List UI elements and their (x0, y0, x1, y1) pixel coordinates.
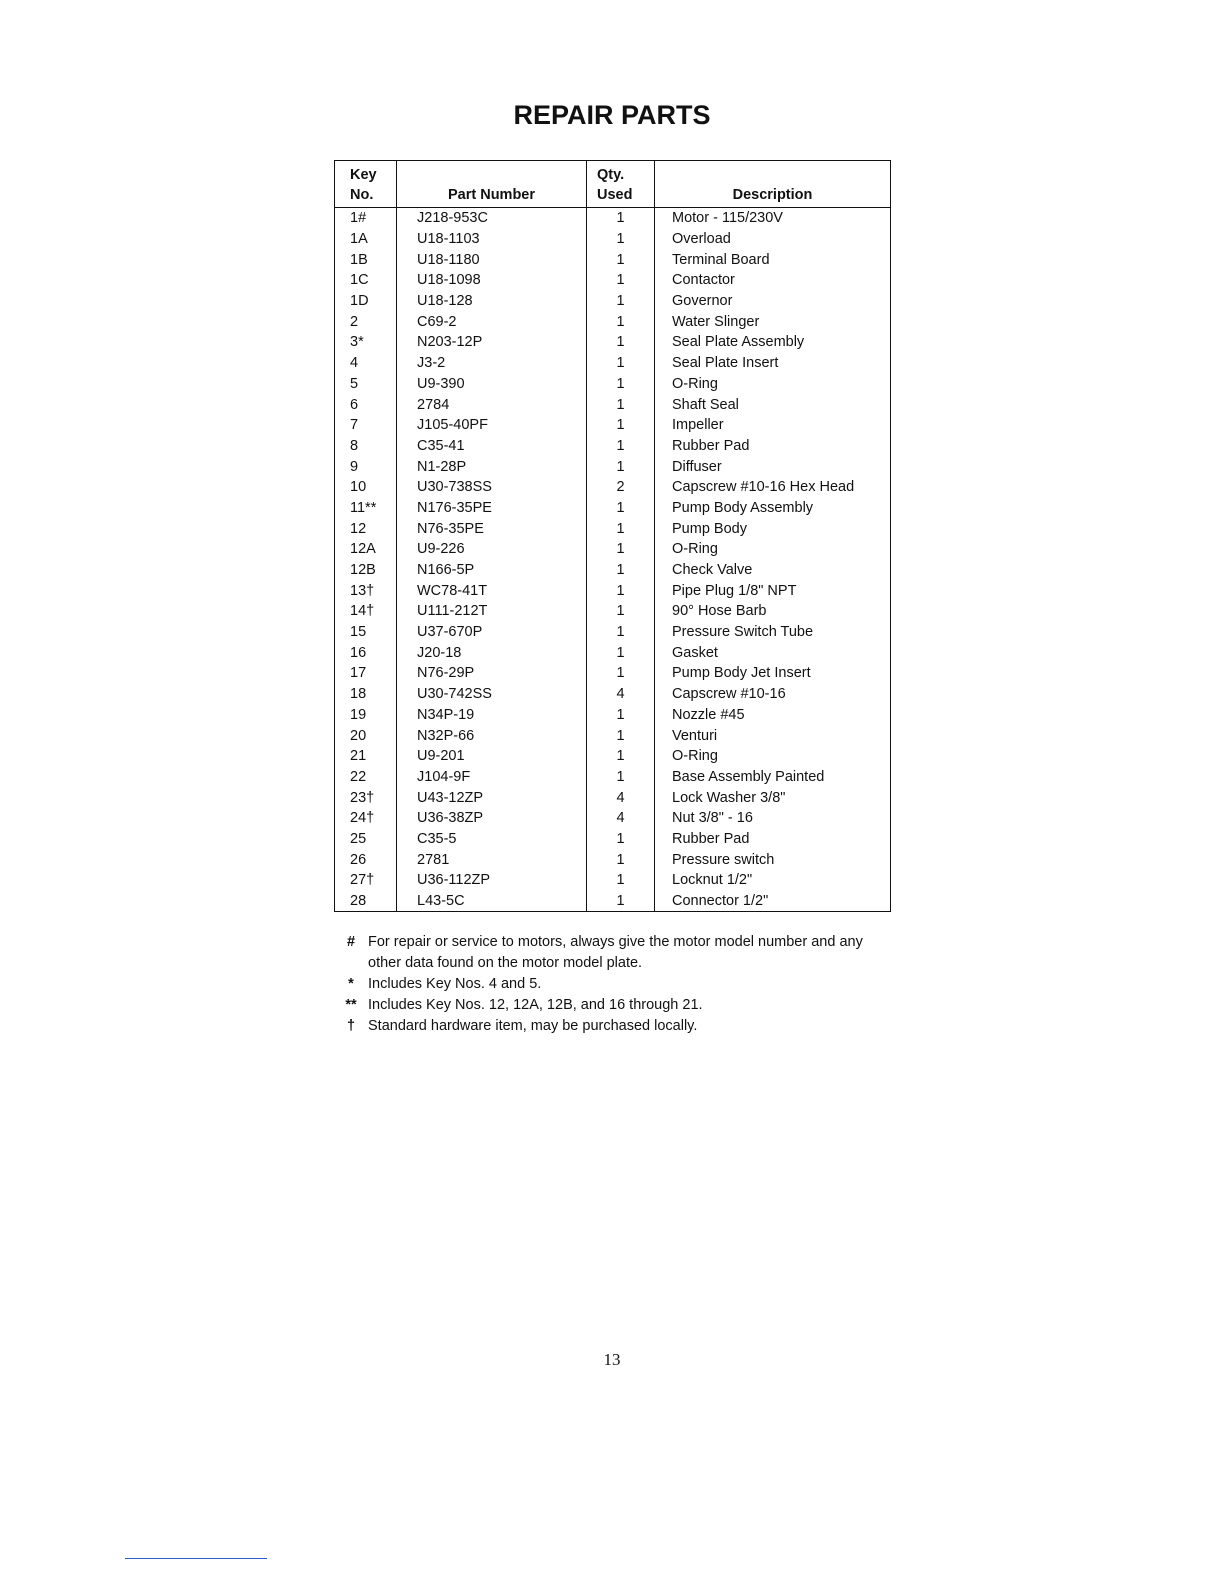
footnote-text: Standard hardware item, may be purchased locally. (368, 1018, 698, 1034)
key-no-cell: 21 (350, 748, 367, 765)
footnote (334, 974, 894, 995)
table-row (335, 208, 891, 229)
table-row (335, 374, 891, 395)
qty-used-cell: 1 (587, 229, 655, 250)
key-no-cell: 15 (350, 624, 367, 641)
qty-used-cell: 1 (587, 767, 655, 788)
footnote (334, 1016, 894, 1037)
qty-used-cell: 1 (587, 829, 655, 850)
footnote (334, 995, 894, 1016)
qty-used-cell: 1 (587, 270, 655, 291)
part-number-cell: U36-38ZP (397, 808, 587, 829)
table-row (335, 518, 891, 539)
key-no-cell: 8 (350, 437, 359, 454)
key-no-cell: 2 (350, 313, 359, 330)
qty-used-cell: 2 (587, 477, 655, 498)
qty-used-cell: 1 (587, 663, 655, 684)
description-cell: Gasket (655, 642, 891, 663)
table-row (335, 415, 891, 436)
header-part-number: Part Number (397, 161, 587, 208)
part-number-cell: WC78-41T (397, 580, 587, 601)
key-no-cell: 14† (350, 603, 375, 620)
page-number: 13 (603, 1350, 621, 1369)
description-cell: Terminal Board (655, 249, 891, 270)
qty-used-cell: 1 (587, 705, 655, 726)
header-qty-line1: Qty. (597, 167, 625, 183)
key-no-cell: 4 (350, 355, 359, 372)
table-row (335, 560, 891, 581)
part-number-cell: N34P-19 (397, 705, 587, 726)
key-no-cell: 19 (350, 706, 367, 723)
qty-used-cell: 4 (587, 787, 655, 808)
table-row (335, 622, 891, 643)
qty-used-cell: 1 (587, 415, 655, 436)
description-cell: Nut 3/8" - 16 (655, 808, 891, 829)
qty-used-cell: 1 (587, 332, 655, 353)
table-row (335, 891, 891, 912)
description-cell: Contactor (655, 270, 891, 291)
key-no-cell: 1B (350, 251, 368, 268)
key-no-cell: 12A (350, 541, 376, 558)
key-no-cell: 5 (350, 375, 359, 392)
key-no-cell: 12 (350, 520, 367, 537)
part-number-cell: U18-128 (397, 291, 587, 312)
part-number-cell: N1-28P (397, 456, 587, 477)
description-cell: Lock Washer 3/8" (655, 787, 891, 808)
table-row (335, 705, 891, 726)
description-cell: O-Ring (655, 746, 891, 767)
table-row (335, 642, 891, 663)
footnote-text: For repair or service to motors, always give the motor model number and any other data found on the motor model plate. (368, 934, 863, 971)
key-no-cell: 1# (350, 210, 367, 227)
description-cell: Pump Body Assembly (655, 498, 891, 519)
table-row (335, 580, 891, 601)
part-number-cell: U30-742SS (397, 684, 587, 705)
table-row (335, 684, 891, 705)
part-number-cell: U30-738SS (397, 477, 587, 498)
description-cell: Shaft Seal (655, 394, 891, 415)
footnote-mark: # (346, 934, 356, 950)
description-cell: Overload (655, 229, 891, 250)
table-row (335, 787, 891, 808)
header-key-no (335, 161, 397, 208)
part-number-cell: J105-40PF (397, 415, 587, 436)
key-no-cell: 1C (350, 272, 369, 289)
table-row (335, 291, 891, 312)
table-row (335, 498, 891, 519)
qty-used-cell: 1 (587, 539, 655, 560)
key-no-cell: 17 (350, 665, 367, 682)
part-number-cell: U18-1180 (397, 249, 587, 270)
qty-used-cell: 1 (587, 353, 655, 374)
key-no-cell: 12B (350, 562, 376, 579)
qty-used-cell: 1 (587, 436, 655, 457)
footnote-mark: * (348, 976, 354, 992)
table-row (335, 725, 891, 746)
qty-used-cell: 1 (587, 498, 655, 519)
description-cell: Seal Plate Insert (655, 353, 891, 374)
qty-used-cell: 1 (587, 849, 655, 870)
table-row (335, 353, 891, 374)
qty-used-cell: 1 (587, 208, 655, 229)
header-qty-line2: Used (597, 187, 633, 203)
description-cell: Capscrew #10-16 (655, 684, 891, 705)
qty-used-cell: 1 (587, 870, 655, 891)
part-number-cell: U36-112ZP (397, 870, 587, 891)
key-no-cell: 25 (350, 830, 367, 847)
table-header-row (335, 161, 891, 208)
part-number-cell: C35-41 (397, 436, 587, 457)
key-no-cell: 1A (350, 231, 368, 248)
description-cell: Pressure Switch Tube (655, 622, 891, 643)
qty-used-cell: 1 (587, 249, 655, 270)
description-cell: Pump Body (655, 518, 891, 539)
description-cell: Check Valve (655, 560, 891, 581)
table-row (335, 601, 891, 622)
key-no-cell: 18 (350, 686, 367, 703)
part-number-cell: N32P-66 (397, 725, 587, 746)
part-number-cell: U37-670P (397, 622, 587, 643)
description-cell: Pump Body Jet Insert (655, 663, 891, 684)
table-row (335, 456, 891, 477)
part-number-cell: U9-390 (397, 374, 587, 395)
part-number-cell: U9-201 (397, 746, 587, 767)
key-no-cell: 16 (350, 644, 367, 661)
part-number-cell: J218-953C (397, 208, 587, 229)
repair-parts-table (334, 160, 891, 912)
description-cell: Capscrew #10-16 Hex Head (655, 477, 891, 498)
table-row (335, 311, 891, 332)
bottom-rule (125, 1558, 267, 1559)
description-cell: Locknut 1/2" (655, 870, 891, 891)
qty-used-cell: 1 (587, 746, 655, 767)
table-row (335, 539, 891, 560)
part-number-cell: J104-9F (397, 767, 587, 788)
table-row (335, 767, 891, 788)
description-cell: Impeller (655, 415, 891, 436)
key-no-cell: 11** (350, 499, 377, 516)
header-key-line1: Key (350, 167, 377, 183)
key-no-cell: 13† (350, 582, 375, 599)
key-no-cell: 1D (350, 293, 369, 310)
header-key-line2: No. (350, 187, 374, 203)
qty-used-cell: 1 (587, 642, 655, 663)
page-title: REPAIR PARTS (513, 100, 711, 130)
part-number-cell: J20-18 (397, 642, 587, 663)
footnote (334, 932, 894, 974)
description-cell: Motor - 115/230V (655, 208, 891, 229)
qty-used-cell: 1 (587, 311, 655, 332)
key-no-cell: 28 (350, 893, 367, 910)
qty-used-cell: 1 (587, 394, 655, 415)
description-cell: Rubber Pad (655, 829, 891, 850)
part-number-cell: 2784 (397, 394, 587, 415)
footnote-mark: ** (345, 997, 357, 1013)
footnote-text: Includes Key Nos. 12, 12A, 12B, and 16 through 21. (368, 997, 703, 1013)
table-row (335, 870, 891, 891)
description-cell: Connector 1/2" (655, 891, 891, 912)
part-number-cell: L43-5C (397, 891, 587, 912)
qty-used-cell: 1 (587, 374, 655, 395)
description-cell: Governor (655, 291, 891, 312)
table-row (335, 249, 891, 270)
part-number-cell: C69-2 (397, 311, 587, 332)
description-cell: Rubber Pad (655, 436, 891, 457)
qty-used-cell: 1 (587, 601, 655, 622)
key-no-cell: 10 (350, 479, 367, 496)
qty-used-cell: 1 (587, 456, 655, 477)
key-no-cell: 26 (350, 851, 367, 868)
description-cell: Water Slinger (655, 311, 891, 332)
description-cell: Pressure switch (655, 849, 891, 870)
part-number-cell: N76-35PE (397, 518, 587, 539)
description-cell: Pipe Plug 1/8" NPT (655, 580, 891, 601)
table-row (335, 332, 891, 353)
description-cell: Nozzle #45 (655, 705, 891, 726)
description-cell: Diffuser (655, 456, 891, 477)
footnote-text: Includes Key Nos. 4 and 5. (368, 976, 542, 992)
part-number-cell: U18-1098 (397, 270, 587, 291)
description-cell: Base Assembly Painted (655, 767, 891, 788)
table-row (335, 394, 891, 415)
part-number-cell: N176-35PE (397, 498, 587, 519)
qty-used-cell: 1 (587, 291, 655, 312)
qty-used-cell: 4 (587, 684, 655, 705)
key-no-cell: 22 (350, 768, 367, 785)
key-no-cell: 27† (350, 872, 375, 889)
description-cell: Seal Plate Assembly (655, 332, 891, 353)
table-row (335, 829, 891, 850)
qty-used-cell: 1 (587, 725, 655, 746)
description-cell: O-Ring (655, 374, 891, 395)
qty-used-cell: 1 (587, 622, 655, 643)
part-number-cell: J3-2 (397, 353, 587, 374)
qty-used-cell: 1 (587, 560, 655, 581)
key-no-cell: 20 (350, 727, 367, 744)
description-cell: O-Ring (655, 539, 891, 560)
table-row (335, 808, 891, 829)
part-number-cell: U43-12ZP (397, 787, 587, 808)
table-row (335, 436, 891, 457)
qty-used-cell: 1 (587, 518, 655, 539)
header-qty-used (587, 161, 655, 208)
table-row (335, 229, 891, 250)
parts-table-body (335, 208, 891, 912)
part-number-cell: N166-5P (397, 560, 587, 581)
part-number-cell: U18-1103 (397, 229, 587, 250)
key-no-cell: 7 (350, 417, 359, 434)
part-number-cell: 2781 (397, 849, 587, 870)
description-cell: 90° Hose Barb (655, 601, 891, 622)
part-number-cell: N76-29P (397, 663, 587, 684)
footnotes (334, 932, 894, 1037)
qty-used-cell: 4 (587, 808, 655, 829)
key-no-cell: 23† (350, 789, 375, 806)
part-number-cell: U9-226 (397, 539, 587, 560)
header-description: Description (655, 161, 891, 208)
table-row (335, 663, 891, 684)
part-number-cell: C35-5 (397, 829, 587, 850)
part-number-cell: N203-12P (397, 332, 587, 353)
key-no-cell: 24† (350, 810, 375, 827)
table-row (335, 849, 891, 870)
key-no-cell: 3* (350, 334, 364, 351)
key-no-cell: 9 (350, 458, 359, 475)
description-cell: Venturi (655, 725, 891, 746)
part-number-cell: U111-212T (397, 601, 587, 622)
key-no-cell: 6 (350, 396, 359, 413)
table-row (335, 477, 891, 498)
table-row (335, 270, 891, 291)
qty-used-cell: 1 (587, 891, 655, 912)
table-row (335, 746, 891, 767)
footnote-mark: † (346, 1018, 356, 1034)
qty-used-cell: 1 (587, 580, 655, 601)
